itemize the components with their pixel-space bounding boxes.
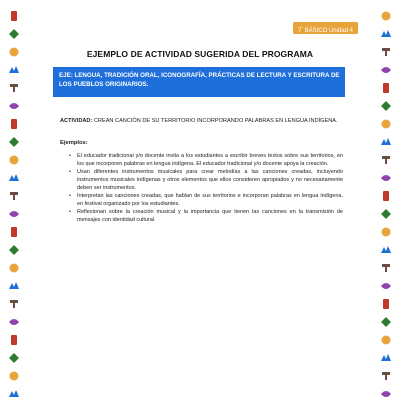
unit-label: Unidad 4 <box>328 28 353 34</box>
indigenous-motif-icon <box>380 388 392 400</box>
indigenous-motif-icon <box>8 136 20 148</box>
page-title: EJEMPLO DE ACTIVIDAD SUGERIDA DEL PROGRAMA <box>86 49 314 59</box>
indigenous-motif-icon <box>8 28 20 40</box>
indigenous-motif-icon <box>8 280 20 292</box>
indigenous-motif-icon <box>8 352 20 364</box>
right-decorative-border <box>378 0 394 400</box>
indigenous-motif-icon <box>380 154 392 166</box>
indigenous-motif-icon <box>380 118 392 130</box>
indigenous-motif-icon <box>8 10 20 22</box>
grade-number: 7 <box>297 28 302 34</box>
bullet-icon: • <box>69 209 71 215</box>
axis-banner <box>53 67 345 97</box>
indigenous-motif-icon <box>380 262 392 274</box>
indigenous-motif-icon <box>380 28 392 40</box>
indigenous-motif-icon <box>380 370 392 382</box>
list-item <box>69 208 343 224</box>
indigenous-motif-icon <box>8 388 20 400</box>
indigenous-motif-icon <box>380 244 392 256</box>
indigenous-motif-icon <box>380 64 392 76</box>
list-item-text: Usan diferentes instrumentos musicales para crear melodías a las canciones creadas, incluyendo instrumentos musicales indígenas y otros elementos que ellos consideren apropiados y no necesariamente deben ser instrumentos. <box>77 169 343 191</box>
axis-prefix: EJE: <box>59 72 73 79</box>
indigenous-motif-icon <box>380 280 392 292</box>
axis-text: LENGUA, TRADICIÓN ORAL, ICONOGRAFÍA, PRÁCTICAS DE LECTURA Y ESCRITURA DE LOS PUEBLOS ORIGINARIOS. <box>59 72 340 88</box>
indigenous-motif-icon <box>380 226 392 238</box>
indigenous-motif-icon <box>380 316 392 328</box>
activity-text: CREAN CANCIÓN DE SU TERRITORIO INCORPORANDO PALABRAS EN LENGUA INDÍGENA. <box>93 118 338 124</box>
indigenous-motif-icon <box>380 208 392 220</box>
list-item-text: Reflexionan sobre la creación musical y la importancia que tienen las canciones en la transmisión de mensajes con identidad cultural. <box>77 209 343 223</box>
indigenous-motif-icon <box>8 298 20 310</box>
indigenous-motif-icon <box>380 298 392 310</box>
grade-degree: ° <box>301 25 303 30</box>
indigenous-motif-icon <box>380 172 392 184</box>
list-item-text: El educador tradicional y/o docente invita a los estudiantes a escribir breves textos sobre sus territorios, en los que incorporen palabras en lengua indígena. El educador tradicional y/o docente apoya la creación. <box>77 153 343 167</box>
list-item <box>69 192 343 208</box>
indigenous-motif-icon <box>8 82 20 94</box>
left-decorative-border <box>6 0 22 400</box>
indigenous-motif-icon <box>380 352 392 364</box>
examples-label: Ejemplos: <box>60 140 88 146</box>
indigenous-motif-icon <box>8 208 20 220</box>
indigenous-motif-icon <box>380 334 392 346</box>
indigenous-motif-icon <box>8 316 20 328</box>
indigenous-motif-icon <box>8 334 20 346</box>
indigenous-motif-icon <box>8 64 20 76</box>
activity-label: ACTIVIDAD: <box>60 118 93 124</box>
activity-line <box>60 118 360 124</box>
indigenous-motif-icon <box>8 226 20 238</box>
indigenous-motif-icon <box>8 118 20 130</box>
bullet-icon: • <box>69 193 71 199</box>
list-item <box>69 168 343 192</box>
indigenous-motif-icon <box>8 244 20 256</box>
examples-list <box>69 152 343 224</box>
indigenous-motif-icon <box>8 190 20 202</box>
grade-unit-tab <box>293 22 358 34</box>
indigenous-motif-icon <box>380 82 392 94</box>
bullet-icon: • <box>69 153 71 159</box>
indigenous-motif-icon <box>8 100 20 112</box>
indigenous-motif-icon <box>380 100 392 112</box>
indigenous-motif-icon <box>8 370 20 382</box>
indigenous-motif-icon <box>8 262 20 274</box>
grade-level: BÁSICO <box>304 28 328 34</box>
indigenous-motif-icon <box>380 10 392 22</box>
list-item <box>69 152 343 168</box>
indigenous-motif-icon <box>8 154 20 166</box>
indigenous-motif-icon <box>380 190 392 202</box>
indigenous-motif-icon <box>380 136 392 148</box>
bullet-icon: • <box>69 169 71 175</box>
indigenous-motif-icon <box>8 172 20 184</box>
list-item-text: Interpretan las canciones creadas, que hablan de sus territorios e incorporan palabras en lengua indígena, en festival organizado por los estudiantes. <box>77 193 343 207</box>
